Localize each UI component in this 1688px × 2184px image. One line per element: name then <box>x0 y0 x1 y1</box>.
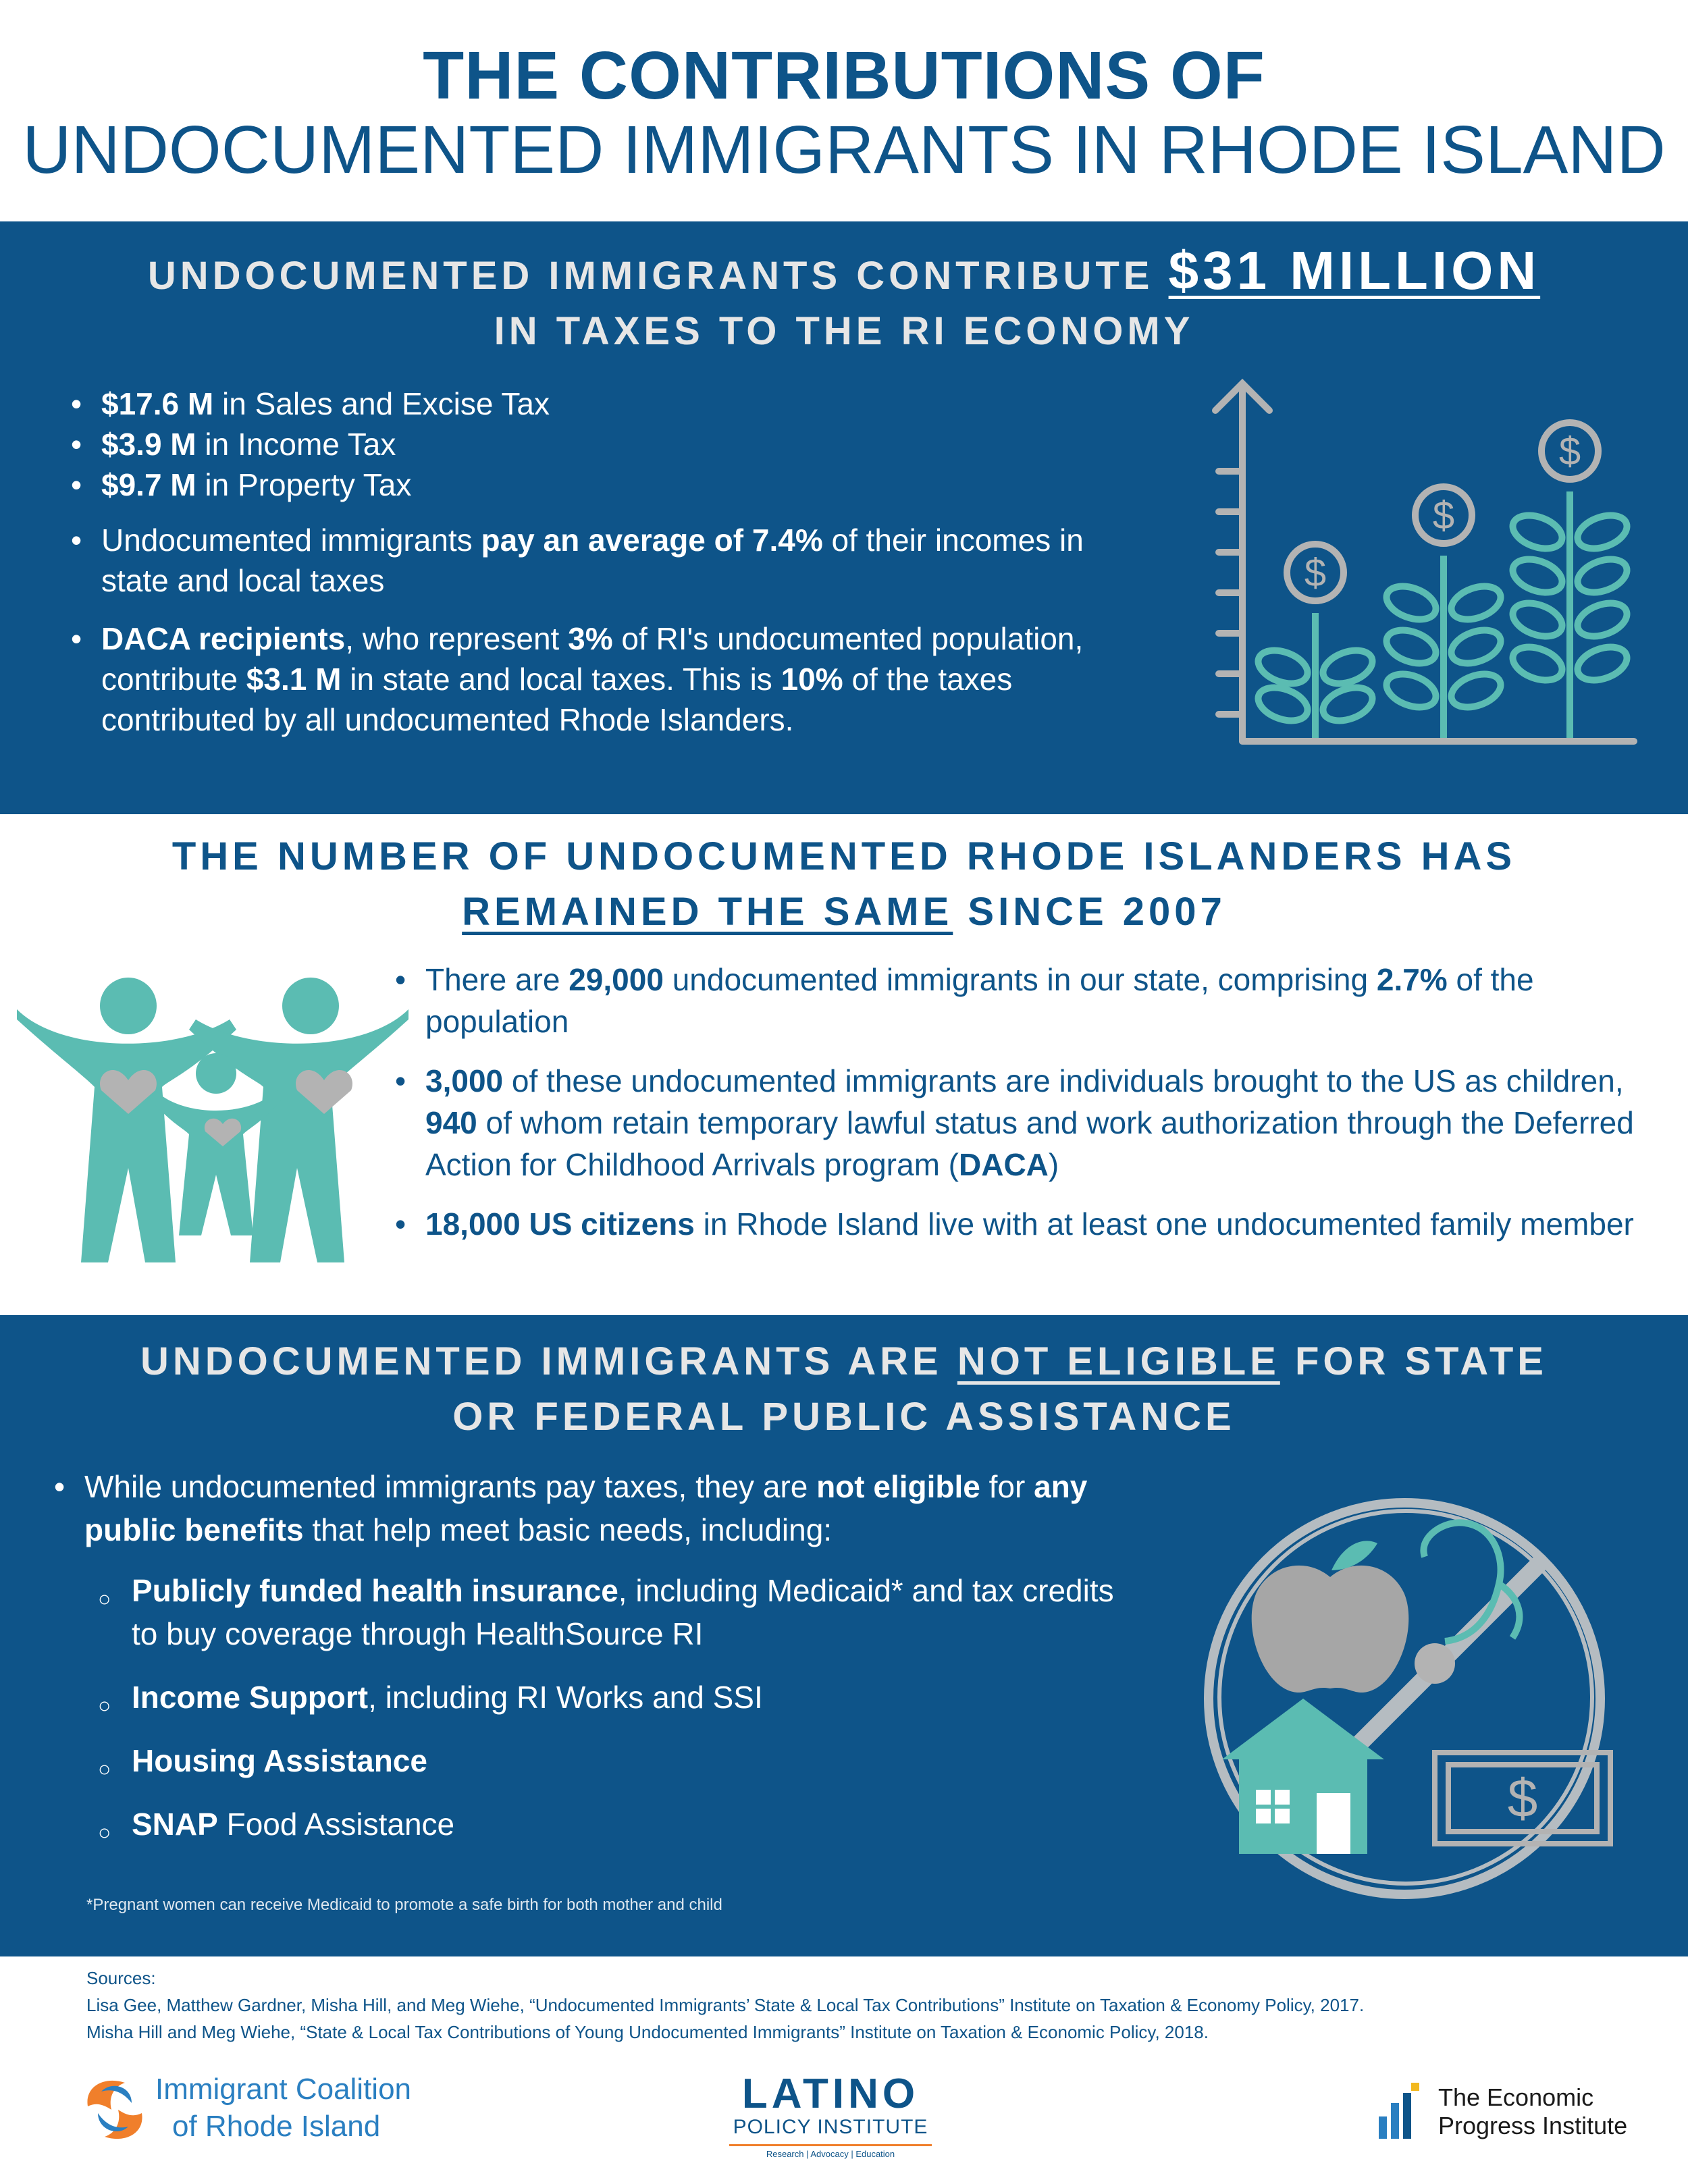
taxes-heading-amount: $31 MILLION <box>1168 240 1541 300</box>
family-icon <box>14 972 412 1269</box>
population-heading-underlined: REMAINED THE SAME <box>462 890 953 934</box>
assistance-heading-post: FOR STATE <box>1280 1339 1548 1383</box>
assistance-heading-line2: OR FEDERAL PUBLIC ASSISTANCE <box>452 1395 1236 1439</box>
list-item: ○ Publicly funded health insurance, including Medicaid* and tax credits to buy coverage through HealthSource RI <box>98 1569 1144 1655</box>
icri-logo-line1: Immigrant Coalition <box>155 2073 412 2106</box>
lpi-logo <box>716 2073 945 2167</box>
taxes-heading-post: IN TAXES TO THE RI ECONOMY <box>494 309 1194 353</box>
list-item: • DACA recipients, who represent 3% of RI's undocumented population, contribute $3.1 M in state and local taxes. This is 10% of the taxes contributed by all undocumented Rhode Islanders. <box>68 618 1148 740</box>
list-item: • Undocumented immigrants pay an average of 7.4% of their incomes in state and local taxes <box>68 520 1148 601</box>
list-item: • $9.7 M in Property Tax <box>68 464 1148 505</box>
list-item: • $3.9 M in Income Tax <box>68 424 1148 464</box>
sources-label: Sources: <box>86 1968 156 1988</box>
epi-logo-mark <box>1377 2079 1425 2140</box>
sources <box>86 1965 1639 2046</box>
lpi-logo-tagline: Research | Advocacy | Education <box>766 2149 895 2159</box>
lpi-logo-line1: LATINO <box>741 2071 920 2117</box>
assistance-heading <box>0 1334 1688 1445</box>
population-list <box>392 959 1674 1262</box>
no-benefits-icon <box>1175 1483 1634 1915</box>
icri-logo-line2: of Rhode Island <box>172 2110 381 2143</box>
taxes-list <box>68 383 1148 757</box>
assistance-list <box>51 1465 1144 1866</box>
taxes-section <box>0 221 1688 814</box>
list-item: ○ Housing Assistance <box>98 1739 1144 1782</box>
population-heading <box>0 829 1688 940</box>
taxes-heading <box>0 240 1688 359</box>
money-growth-chart-icon <box>1202 370 1647 775</box>
epi-logo <box>1377 2079 1661 2147</box>
assistance-heading-pre: UNDOCUMENTED IMMIGRANTS ARE <box>140 1339 957 1383</box>
source-2: Misha Hill and Meg Wiehe, “State & Local Tax Contributions of Young Undocumented Immigrants” Institute on Taxation & Economic Policy, 2018. <box>86 2022 1209 2042</box>
population-heading-post: SINCE 2007 <box>953 890 1226 934</box>
icri-logo-mark <box>78 2073 152 2147</box>
page-subtitle: UNDOCUMENTED IMMIGRANTS IN RHODE ISLAND <box>22 112 1666 188</box>
list-item: • There are 29,000 undocumented immigrants in our state, comprising 2.7% of the population <box>392 959 1674 1042</box>
list-item: • While undocumented immigrants pay taxes, they are not eligible for any public benefits that help meet basic needs, including: <box>51 1465 1144 1551</box>
list-item: • $17.6 M in Sales and Excise Tax <box>68 383 1148 424</box>
page-title: THE CONTRIBUTIONS OF <box>423 38 1265 113</box>
source-1: Lisa Gee, Matthew Gardner, Misha Hill, and Meg Wiehe, “Undocumented Immigrants’ State & Local Tax Contributions” Institute on Taxation & Economy Policy, 2017. <box>86 1995 1365 2015</box>
assistance-heading-underlined: NOT ELIGIBLE <box>957 1339 1280 1383</box>
list-item: ○ Income Support, including RI Works and SSI <box>98 1676 1144 1719</box>
svg-text:$: $ <box>1432 494 1455 537</box>
population-heading-line1: THE NUMBER OF UNDOCUMENTED RHODE ISLANDERS HAS <box>172 834 1516 878</box>
epi-logo-line1: The Economic <box>1438 2083 1594 2111</box>
svg-text:$: $ <box>1558 429 1581 473</box>
icri-logo <box>78 2066 429 2147</box>
svg-text:$: $ <box>1304 551 1327 595</box>
taxes-heading-pre: UNDOCUMENTED IMMIGRANTS CONTRIBUTE <box>147 254 1154 298</box>
lpi-logo-divider <box>729 2144 932 2146</box>
assistance-section <box>0 1315 1688 1956</box>
lpi-logo-line2: POLICY INSTITUTE <box>733 2116 928 2138</box>
list-item: • 3,000 of these undocumented immigrants are individuals brought to the US as children, 940 of whom retain temporary lawful status and work authorization through the Deferred Action for Childhood Arrivals program (DACA) <box>392 1060 1674 1186</box>
epi-logo-line2: Progress Institute <box>1438 2112 1628 2139</box>
footnote: *Pregnant women can receive Medicaid to promote a safe birth for both mother and child <box>86 1896 722 1914</box>
list-item: • 18,000 US citizens in Rhode Island live with at least one undocumented family member <box>392 1203 1674 1245</box>
list-item: ○ SNAP Food Assistance <box>98 1803 1144 1846</box>
svg-text:$: $ <box>1507 1768 1538 1828</box>
